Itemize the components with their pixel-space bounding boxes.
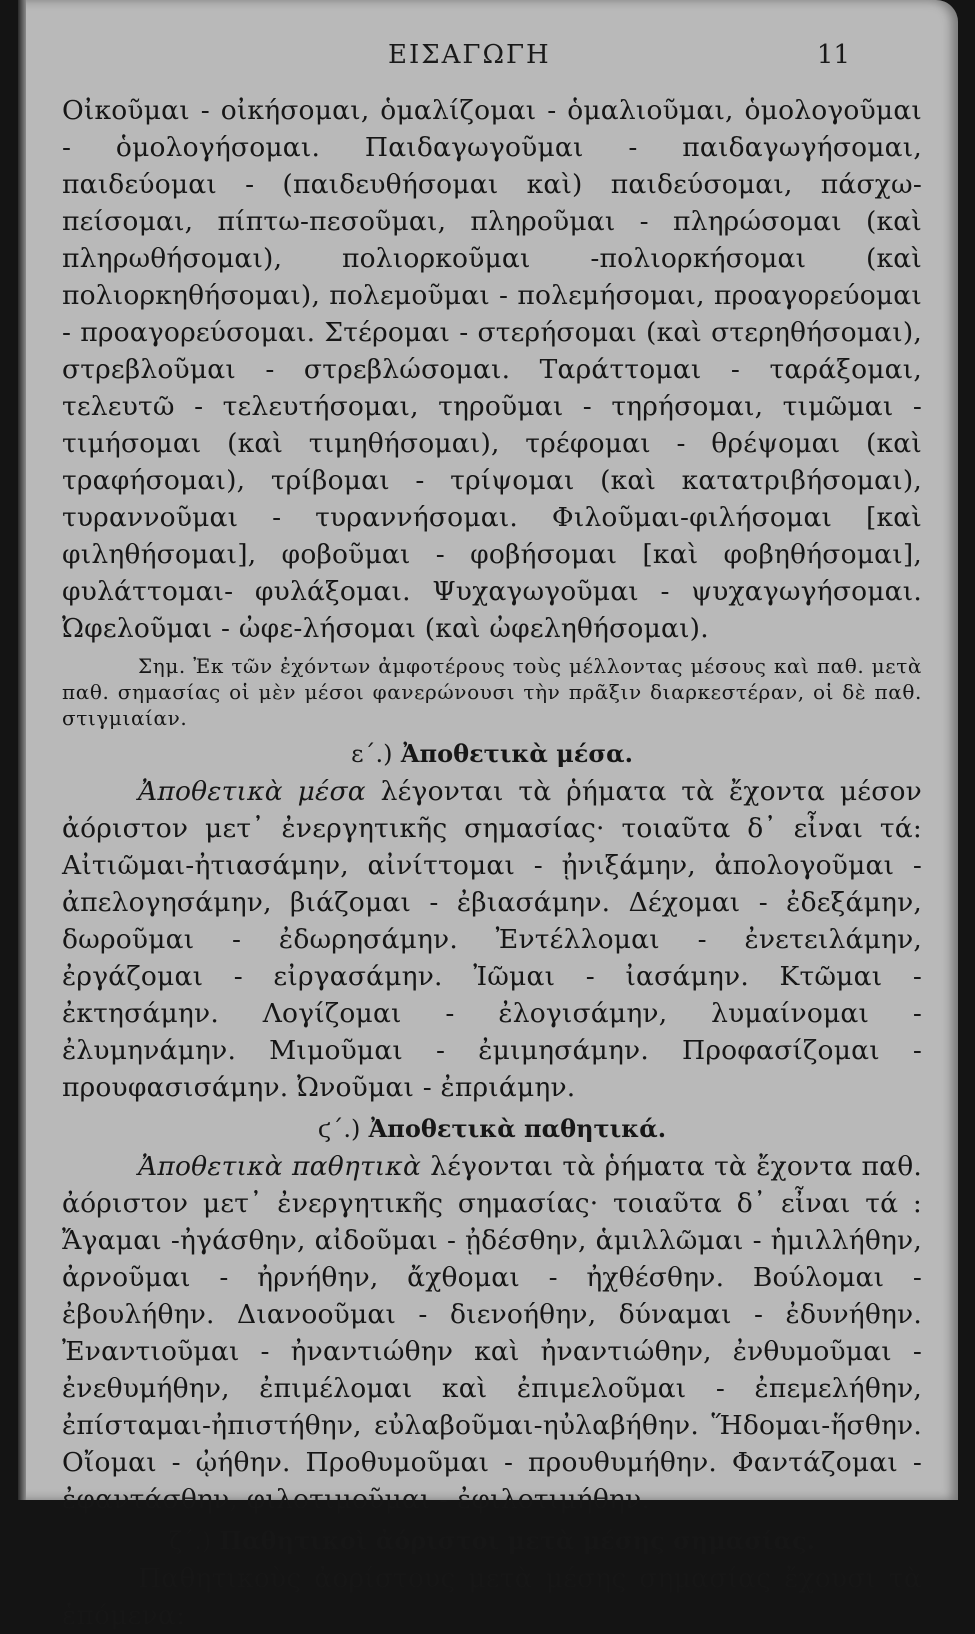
book-spine-shadow [18,0,26,1500]
section-body-text: λέγονται τὰ ῥήματα τὰ ἔχοντα μέσον ἀόριστον μετ᾿ ἐνεργητικῆς σημασίας· τοιαῦτα δ᾿ εἶναι τά: Αἰτιῶμαι-ἠτιασάμην, αἰνίττομαι - ᾐνιξάμην, ἀπολογοῦμαι - ἀπελογησάμην, βιάζομαι - ἐβιασάμην. Δέχομαι - ἐδεξάμην, δωροῦμαι - ἐδωρησάμην. Ἐντέλλομαι - ἐνετειλάμην, ἐργάζομαι - εἰργασάμην. Ἰῶμαι - ἰασάμην. Κτῶμαι - ἐκτησάμην. Λογίζομαι - ἐλογισάμην, λυμαίνομαι - ἐλυμηνάμην. Μιμοῦμαι - ἐμιμησάμην. Προφασίζομαι - προυφασισάμην. Ὠνοῦμαι - ἐπριάμην. [62,776,922,1103]
book-page [18,0,958,1631]
section-heading-e [62,737,922,771]
section-body-text: λέγονται τὰ ῥήματα τὰ ἔχοντα παθ. ἀόριστον μετ᾿ ἐνεργητικῆς σημασίας· τοιαῦτα δ᾿ εἶναι τά : Ἄγαμαι -ἠγάσθην, αἰδοῦμαι - ᾐδέσθην, ἁμιλλῶμαι - ἡμιλλήθην, ἀρνοῦμαι - ἠρνήθην, ἄχθομαι - ἠχθέσθην. Βούλομαι - ἐβουλήθην. Διανοοῦμαι - διενοήθην, δύναμαι - ἐδυνήθην. Ἐναντιοῦμαι - ἠναντιώθην καὶ ἠναντιώθην, ἐνθυμοῦμαι - ἐνεθυμήθην, ἐπιμέλομαι καὶ ἐπιμελοῦμαι - ἐπεμελήθην, ἐπίσταμαι-ἠπιστήθην, εὐλαβοῦμαι-ηὐλαβήθην. Ἥδομαι-ἥσθην. Οἴομαι - ᾠήθην. Προθυμοῦμαι - προυθυμήθην. Φαντάζομαι - ἐφαντάσθην, φιλοτιμοῦμαι - ἐφιλοτιμήθην. [62,1151,922,1515]
section-e-paragraph [62,773,922,1106]
section-lead-term: Ἀποθετικὰ μέσα [138,776,366,807]
section-number: ϛ΄.) [317,1115,361,1143]
running-title: ΕΙΣΑΓΩΓΗ [388,40,551,70]
page-number: 11 [816,40,850,70]
section-heading-z [62,1524,922,1558]
section-title: Ἀποθετικὰ παθητικά. [368,1114,667,1143]
section-title: Παθητικοὶ ἀόριστοι μετὰ μέσης σημασίας. [219,1526,815,1555]
section-z-paragraph: Παθητικοὺς ἀορίστους μετὰ μέσης σημασίας ἔχουσι τὰ ἑπόμενα: [62,1563,922,1631]
section-title: Ἀποθετικὰ μέσα. [400,739,633,768]
section-number: ε΄.) [351,740,393,768]
footnote-remark: Σημ. Ἐκ τῶν ἐχόντων ἀμφοτέρους τοὺς μέλλοντας μέσους καὶ παθ. μετὰ παθ. σημασίας οἱ μὲν μέσοι φανερώνουσι τὴν πρᾶξιν διαρκεστέραν, οἱ δὲ παθ. στιγμιαίαν. [62,654,922,730]
section-number: ζ΄.) [169,1527,212,1555]
section-lead-term: Ἀποθετικὰ παθητικὰ [138,1151,422,1182]
section-st-paragraph [62,1148,922,1518]
paragraph-verb-list: Οἰκοῦμαι - οἰκήσομαι, ὁμαλίζομαι - ὁμαλιοῦμαι, ὁμολογοῦμαι - ὁμολογήσομαι. Παιδαγωγοῦμαι - παιδαγωγήσομαι, παιδεύομαι - (παιδευθήσομαι καὶ) παιδεύσομαι, πάσχω-πείσομαι, πίπτω-πεσοῦμαι, πληροῦμαι - πληρώσομαι (καὶ πληρωθήσομαι), πολιορκοῦμαι -πολιορκήσομαι (καὶ πολιορκηθήσομαι), πολεμοῦμαι - πολεμήσομαι, προαγορεύομαι - προαγορεύσομαι. Στέρομαι - στερήσομαι (καὶ στερηθήσομαι), στρεβλοῦμαι - στρεβλώσομαι. Ταράττομαι - ταράξομαι, τελευτῶ - τελευτήσομαι, τηροῦμαι - τηρήσομαι, τιμῶμαι - τιμήσομαι (καὶ τιμηθήσομαι), τρέφομαι - θρέψομαι (καὶ τραφήσομαι), τρίβομαι - τρίψομαι (καὶ κατατριβήσομαι), τυραννοῦμαι - τυραννήσομαι. Φιλοῦμαι-φιλήσομαι [καὶ φιληθήσομαι], φοβοῦμαι - φοβήσομαι [καὶ φοβηθήσομαι], φυλάττομαι- φυλάξομαι. Ψυχαγωγοῦμαι - ψυχαγωγήσομαι. Ὠφελοῦμαι - ὠφε-λήσομαι (καὶ ὠφεληθήσομαι). [62,95,922,644]
page-body [62,92,922,1634]
page-header [18,36,958,76]
section-heading-st [62,1112,922,1146]
